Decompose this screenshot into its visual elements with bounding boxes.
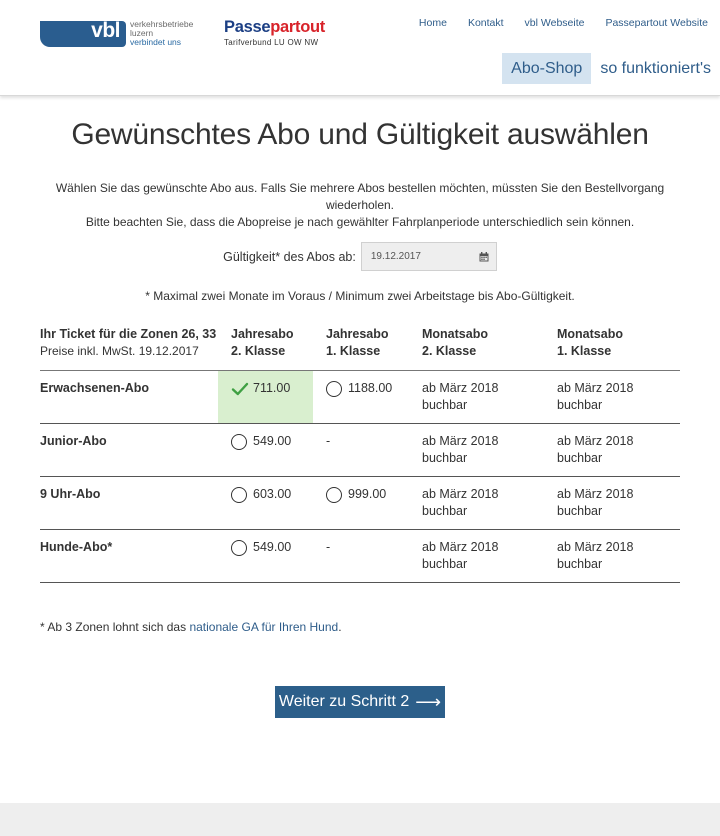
header-col3-line2: 2. Klasse — [422, 344, 477, 358]
header-monatsabo-2-klasse — [409, 316, 544, 371]
header-monatsabo-1-klasse — [544, 316, 680, 371]
row-name: Junior-Abo — [40, 424, 218, 477]
table-row — [40, 424, 680, 477]
monatsabo-status: buchbar — [557, 504, 603, 518]
next-step-button[interactable] — [275, 686, 445, 718]
passepartout-logo-title — [224, 18, 325, 36]
radio-button[interactable] — [326, 381, 342, 397]
monatsabo-status: buchbar — [557, 557, 603, 571]
validity-date-input[interactable] — [371, 251, 471, 262]
monatsabo-availability: ab März 2018 — [422, 381, 499, 395]
price-cell[interactable] — [218, 530, 313, 583]
vbl-logo[interactable] — [40, 20, 193, 47]
radio-button[interactable] — [326, 487, 342, 503]
price-value: 999.00 — [348, 487, 387, 501]
price-option[interactable] — [326, 486, 409, 503]
radio-button[interactable] — [231, 487, 247, 503]
monatsabo-availability: ab März 2018 — [557, 434, 634, 448]
table-row — [40, 530, 680, 583]
monatsabo-cell — [409, 530, 544, 583]
header-col4-line2: 1. Klasse — [557, 344, 612, 358]
price-cell[interactable] — [218, 477, 313, 530]
header-col2-line1: Jahresabo — [326, 327, 389, 341]
next-step-label: Weiter zu Schritt 2 — [278, 693, 410, 710]
intro-text — [40, 180, 680, 231]
vbl-logo-line1: verkehrsbetriebe — [130, 19, 194, 29]
monatsabo-cell — [409, 424, 544, 477]
price-value: 1188.00 — [348, 381, 393, 395]
price-option[interactable] — [231, 380, 313, 397]
header-prices-note: Preise inkl. MwSt. 19.12.2017 — [40, 344, 199, 358]
header-col3-line1: Monatsabo — [422, 327, 488, 341]
price-value: 549.00 — [253, 540, 292, 554]
price-unavailable: - — [313, 424, 409, 477]
price-option[interactable] — [231, 433, 313, 450]
monatsabo-availability: ab März 2018 — [422, 434, 499, 448]
monatsabo-status: buchbar — [422, 398, 468, 412]
vbl-logo-line3: verbindet uns — [130, 37, 182, 47]
table-row — [40, 477, 680, 530]
header-ticket-label: Ihr Ticket für die Zonen 26, 33 — [40, 327, 217, 341]
nav-link-vbl-webseite[interactable]: vbl Webseite — [524, 17, 585, 29]
monatsabo-cell — [544, 530, 680, 583]
tab-abo-shop[interactable]: Abo-Shop — [502, 53, 591, 84]
validity-note: * Maximal zwei Monate im Voraus / Minimum zwei Arbeitstage bis Abo-Gültigkeit. — [145, 289, 575, 303]
radio-button[interactable] — [231, 540, 247, 556]
page-title: Gewünschtes Abo und Gültigkeit auswählen — [71, 118, 649, 151]
nav-link-home[interactable]: Home — [418, 17, 447, 29]
monatsabo-availability: ab März 2018 — [557, 540, 634, 554]
monatsabo-status: buchbar — [422, 451, 468, 465]
intro-line-2: Bitte beachten Sie, dass die Abopreise je nach gewählter Fahrplanperiode unterschiedlich sein können. — [85, 215, 635, 229]
table-header-row — [40, 316, 680, 371]
footnote-suffix: . — [338, 620, 342, 634]
row-name: Hunde-Abo* — [40, 530, 218, 583]
table-row — [40, 371, 680, 424]
checkmark-icon — [231, 381, 249, 397]
passepartout-logo-subtitle: Tarifverbund LU OW NW — [224, 38, 319, 47]
price-option[interactable] — [231, 539, 313, 556]
monatsabo-cell — [409, 371, 544, 424]
price-option-selected[interactable] — [218, 371, 313, 424]
passepartout-logo-part2: partout — [270, 18, 325, 36]
top-navigation — [398, 17, 708, 29]
price-cell[interactable] — [313, 371, 409, 424]
vbl-logo-mark-text: vbl — [91, 18, 120, 42]
price-cell[interactable] — [218, 424, 313, 477]
monatsabo-cell — [409, 477, 544, 530]
footnote-prefix: * Ab 3 Zonen lohnt sich das — [40, 620, 190, 634]
header-jahresabo-2-klasse — [218, 316, 313, 371]
price-unavailable: - — [313, 530, 409, 583]
price-value: 711.00 — [253, 381, 291, 395]
price-cell[interactable] — [313, 477, 409, 530]
vbl-logo-line2: luzern — [130, 28, 154, 38]
monatsabo-status: buchbar — [422, 504, 468, 518]
monatsabo-status: buchbar — [557, 451, 603, 465]
header-col2-line2: 1. Klasse — [326, 344, 381, 358]
price-option[interactable] — [231, 486, 313, 503]
monatsabo-availability: ab März 2018 — [422, 487, 499, 501]
nav-link-kontakt[interactable]: Kontakt — [467, 17, 504, 29]
nav-link-passepartout-website[interactable]: Passepartout Website — [605, 17, 708, 29]
monatsabo-status: buchbar — [557, 398, 603, 412]
monatsabo-cell — [544, 371, 680, 424]
price-value: 549.00 — [253, 434, 292, 448]
header-ticket-zones — [40, 316, 218, 371]
validity-label: Gültigkeit* des Abos ab: — [223, 249, 356, 264]
monatsabo-status: buchbar — [422, 557, 468, 571]
hunde-footnote — [40, 620, 342, 634]
monatsabo-cell — [544, 477, 680, 530]
row-name: 9 Uhr-Abo — [40, 477, 218, 530]
price-option[interactable] — [326, 380, 409, 397]
row-name: Erwachsenen-Abo — [40, 371, 218, 424]
ga-hund-link[interactable]: nationale GA für Ihren Hund — [189, 620, 339, 634]
main-navigation — [502, 53, 720, 84]
header-col1-line2: 2. Klasse — [231, 344, 286, 358]
intro-line-1: Wählen Sie das gewünschte Abo aus. Falls Sie mehrere Abos bestellen möchten, müssten Sie den Bestellvorgang wiederholen. — [55, 181, 665, 212]
abo-table — [40, 316, 680, 583]
monatsabo-availability: ab März 2018 — [422, 540, 499, 554]
header-col1-line1: Jahresabo — [231, 327, 294, 341]
vbl-logo-text — [130, 20, 193, 47]
price-value: 603.00 — [253, 487, 292, 501]
passepartout-logo[interactable] — [224, 18, 325, 47]
tab-so-funktionierts[interactable]: so funktioniert's — [600, 60, 711, 77]
monatsabo-availability: ab März 2018 — [557, 381, 634, 395]
site-header — [0, 0, 720, 96]
calendar-icon[interactable] — [479, 252, 489, 262]
monatsabo-cell — [544, 424, 680, 477]
vbl-logo-mark — [40, 18, 126, 47]
monatsabo-availability: ab März 2018 — [557, 487, 634, 501]
validity-date-field[interactable] — [361, 242, 497, 271]
header-col4-line1: Monatsabo — [557, 327, 623, 341]
radio-button[interactable] — [231, 434, 247, 450]
header-jahresabo-1-klasse — [313, 316, 409, 371]
arrow-right-icon: ⟶ — [415, 691, 442, 712]
validity-row — [0, 242, 720, 271]
footer — [0, 803, 720, 836]
passepartout-logo-part1: Passe — [224, 18, 271, 36]
